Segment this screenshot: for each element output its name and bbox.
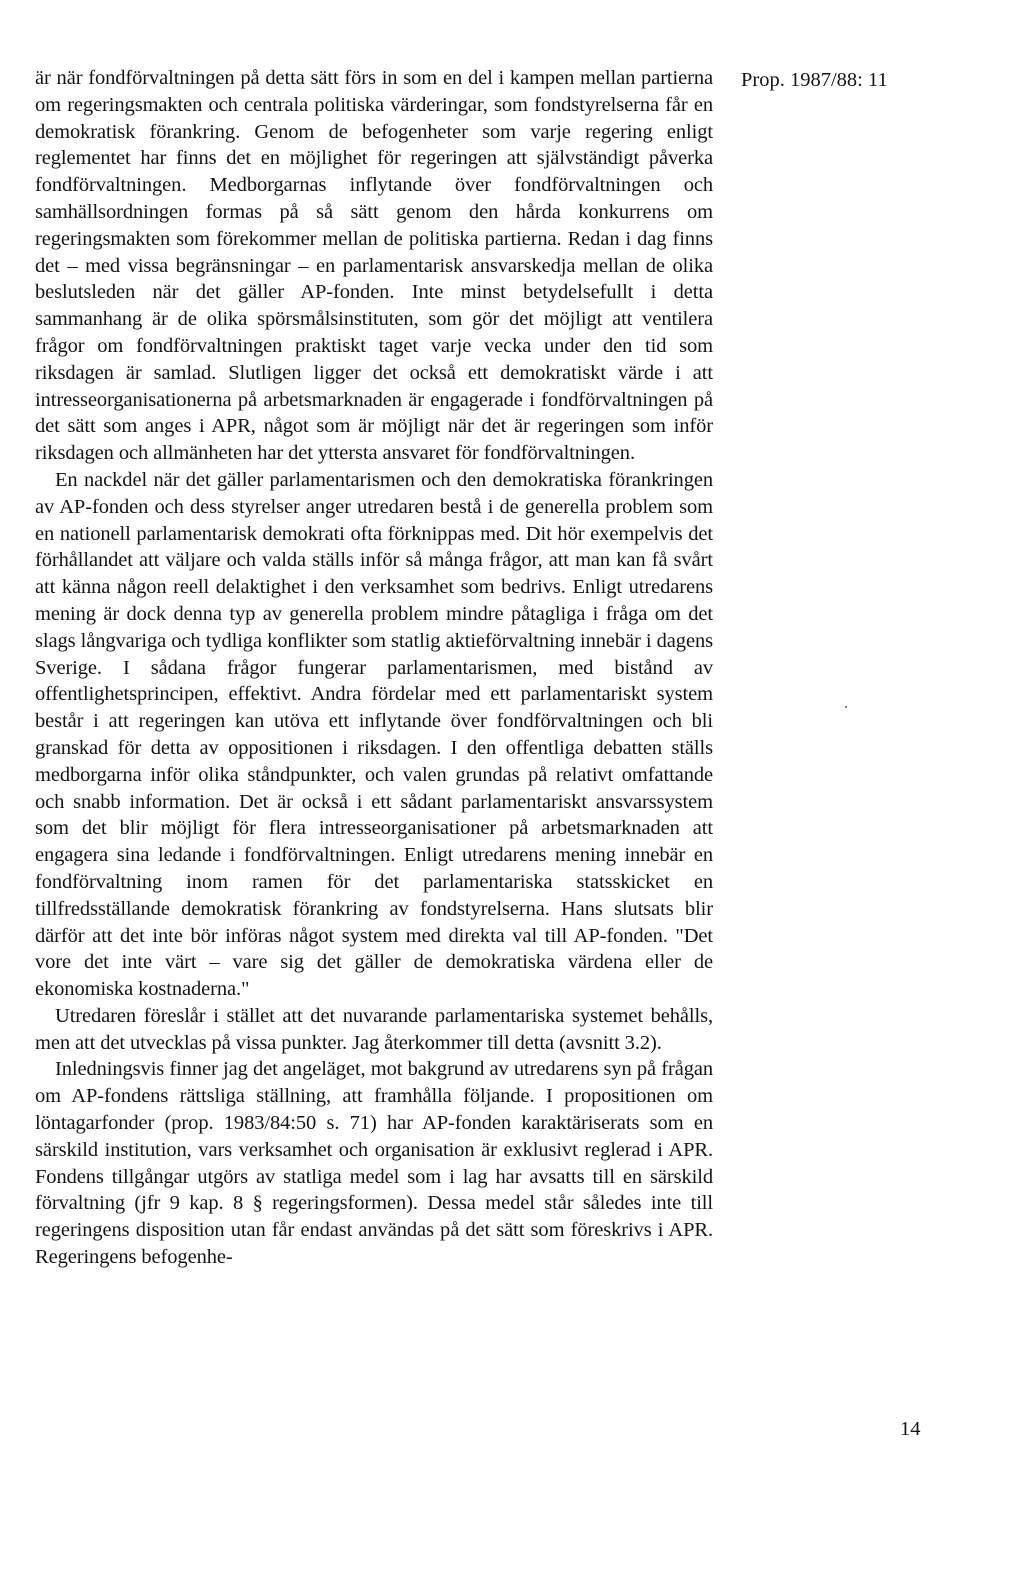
paragraph-3: Utredaren föreslår i stället att det nuvarande parlamentariska systemet behålls, men att det utvecklas på vissa punkter. Jag återkommer till detta (avsnitt 3.2). bbox=[35, 1004, 713, 1054]
paragraph-4: Inledningsvis finner jag det angeläget, mot bakgrund av utredarens syn på frågan om AP-fondens rättsliga ställning, att framhålla följande. I propositionen om löntagarfonder (prop. 1983/84:50 s. 71) har AP-fonden karaktäriserats som en särskild institution, vars verksamhet och organisation är exklusivt reglerad i APR. Fondens tillgångar utgörs av statliga medel som i lag har avsatts till en särskild förvaltning (jfr 9 kap. 8 § regeringsformen). Dessa medel står således inte till regeringens disposition utan får endast användas på det sätt som föreskrivs i APR. Regeringens befogenhe- bbox=[35, 1058, 713, 1269]
paragraph-2: En nackdel när det gäller parlamentarismen och den demokratiska förankringen av AP-fonden och dess styrelser anger utredaren bestå i de generella problem som en nationell parlamentarisk demokrati ofta förknippas med. Dit hör exempelvis det förhållandet att väljare och valda ställs inför så många frågor, att man kan få svårt att känna någon reell delaktighet i den verksamhet som bedrivs. Enligt utredarens mening är dock denna typ av generella problem mindre påtagliga i fråga om det slags långvariga och tydliga konflikter som statlig aktieförvaltning innebär i dagens Sverige. I sådana frågor fungerar parlamentarismen, med bistånd av offentlighetsprincipen, effektivt. Andra fördelar med ett parlamentariskt system består i att regeringen kan utöva ett inflytande över fondförvaltningen och bli granskad för detta av oppositionen i riksdagen. I den offentliga debatten ställs medborgarna inför olika ståndpunkter, och valen grundas på relativt omfattande och snabb information. Det är också i ett sådant parlamentariskt ansvarssystem som det blir möjligt för flera intresseorganisationer på arbetsmarknaden att engagera sina ledande i fondförvaltningen. Enligt utredarens mening innebär en fondförvaltning inom ramen för det parlamentariska statsskicket en tillfredsställande demokratisk förankring av fondstyrelserna. Hans slutsats blir därför att det inte bör införas något system med direkta val till AP-fonden. "Det vore det inte värt – vare sig det gäller de demokratiska värdena eller de ekonomiska kostnaderna." bbox=[35, 468, 713, 1001]
scan-speck bbox=[845, 706, 847, 708]
page-number: 14 bbox=[900, 1418, 921, 1440]
paragraph-1: är när fondförvaltningen på detta sätt förs in som en del i kampen mellan partierna om regeringsmakten och centrala politiska värderingar, som fondstyrelserna får en demokratisk förankring. Genom de befogenheter som varje regering enligt reglementet har finns det en möjlighet för regeringen att självständigt påverka fondförvaltningen. Medborgarnas inflytande över fondförvaltningen och samhällsordningen formas på så sätt genom den hårda konkurrens om regeringsmakten som förekommer mellan de politiska partierna. Redan i dag finns det – med vissa begränsningar – en parlamentarisk ansvarskedja mellan de olika beslutsleden när det gäller AP-fonden. Inte minst betydelsefullt i detta sammanhang är de olika spörsmålsinstituten, som gör det möjligt att ventilera frågor om fondförvaltningen praktiskt taget varje vecka under den tid som riksdagen är samlad. Slutligen ligger det också ett demokratiskt värde i att intresseorganisationerna på arbetsmarknaden är engagerade i fondförvaltningen på det sätt som anges i APR, något som är möjligt när det är regeringen som inför riksdagen och allmänheten har det yttersta ansvaret för fondförvaltningen. bbox=[35, 67, 713, 465]
proposition-reference: Prop. 1987/88: 11 bbox=[741, 69, 888, 91]
text-column bbox=[35, 65, 713, 1271]
